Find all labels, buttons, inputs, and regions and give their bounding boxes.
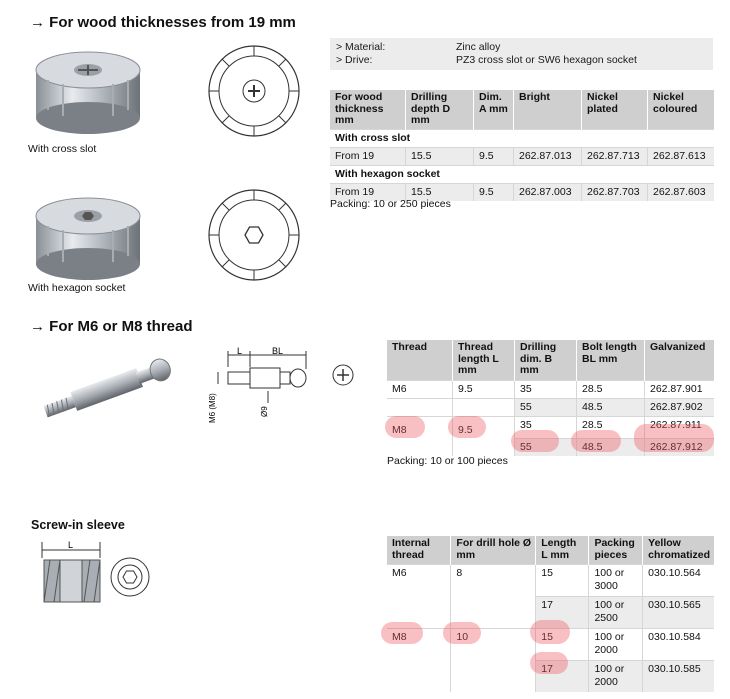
table-cell: 9.5	[474, 147, 514, 165]
table-cell	[453, 398, 515, 416]
table-row	[387, 398, 714, 416]
table-cell: 15	[536, 628, 589, 660]
column-header: Bright	[514, 90, 582, 129]
dimension-label-dia: Ø9	[260, 406, 269, 417]
table-cell: 9.5	[453, 380, 515, 398]
cam-fitting-hex-socket-image	[28, 186, 148, 286]
table-cell: 9.5	[453, 416, 515, 439]
highlight-mark	[511, 430, 559, 452]
table-cell: M8	[387, 416, 453, 439]
table-cell	[453, 439, 515, 457]
group-label: With hexagon socket	[330, 165, 714, 183]
table-cell: 262.87.603	[648, 183, 715, 201]
table-cell: 030.10.585	[643, 660, 714, 692]
highlight-mark	[530, 620, 570, 644]
table-cell: 262.87.911	[645, 416, 715, 439]
table-cell: 28.5	[577, 380, 645, 398]
sleeve-hex-socket-icon	[108, 555, 152, 599]
table-cell	[387, 660, 451, 692]
column-header: Drilling depth D mm	[406, 90, 474, 129]
table-cell: 8	[451, 564, 536, 596]
table-cell: 262.87.713	[582, 147, 648, 165]
highlight-mark	[530, 652, 568, 674]
column-header: Yellow chromatized	[643, 536, 714, 564]
column-header: Internal thread	[387, 536, 451, 564]
highlight-mark	[634, 424, 714, 452]
cam-fitting-hex-socket-drawing	[205, 186, 303, 284]
table-cell: 100 or 2500	[589, 596, 643, 628]
column-header: Nickel coloured	[648, 90, 715, 129]
screw-in-sleeve-drawing	[30, 538, 110, 608]
column-header: Drilling dim. B mm	[515, 340, 577, 380]
column-header: For wood thickness mm	[330, 90, 406, 129]
group-label: With cross slot	[330, 129, 714, 147]
packing-note-wood: Packing: 10 or 250 pieces	[330, 198, 451, 210]
column-header: For drill hole Ø mm	[451, 536, 536, 564]
table-cell: 17	[536, 660, 589, 692]
highlight-mark	[443, 622, 481, 644]
table-cell: 9.5	[474, 183, 514, 201]
wood-thickness-table	[330, 90, 714, 201]
table-cell	[451, 660, 536, 692]
packing-note-thread: Packing: 10 or 100 pieces	[387, 455, 508, 467]
table-cell: 030.10.584	[643, 628, 714, 660]
table-cell	[387, 439, 453, 457]
table-cell: 100 or 2000	[589, 628, 643, 660]
table-cell: 262.87.003	[514, 183, 582, 201]
table-header-row	[330, 90, 714, 129]
column-header: Galvanized	[645, 340, 715, 380]
highlight-mark	[385, 416, 425, 438]
table-cell: From 19	[330, 147, 406, 165]
table-header-row	[387, 536, 714, 564]
table-cell: 48.5	[577, 398, 645, 416]
table-cell: 030.10.564	[643, 564, 714, 596]
table-cell: 262.87.901	[645, 380, 715, 398]
table-cell: From 19	[330, 183, 406, 201]
highlight-mark	[448, 416, 486, 438]
caption-hexagon-socket: With hexagon socket	[28, 282, 126, 294]
cam-fitting-cross-slot-image	[28, 40, 148, 140]
table-cell: 100 or 2000	[589, 660, 643, 692]
table-row	[387, 564, 714, 596]
dimension-label-m: M6 (M8)	[208, 393, 217, 423]
table-cell: 17	[536, 596, 589, 628]
table-cell: M6	[387, 564, 451, 596]
column-header: Length L mm	[536, 536, 589, 564]
table-cell: 262.87.703	[582, 183, 648, 201]
table-cell: 35	[515, 380, 577, 398]
table-cell: 15	[536, 564, 589, 596]
table-cell	[387, 398, 453, 416]
table-cell: 15.5	[406, 147, 474, 165]
info-value: PZ3 cross slot or SW6 hexagon socket	[456, 54, 637, 66]
dimension-label-l: L	[68, 540, 74, 550]
info-key: > Material:	[336, 41, 386, 53]
section-heading-sleeve: Screw-in sleeve	[31, 518, 125, 532]
table-cell: 100 or 3000	[589, 564, 643, 596]
table-cell: M8	[387, 628, 451, 660]
dimension-label-bl: BL	[272, 346, 284, 356]
table-header-row	[387, 340, 714, 380]
table-group-row	[330, 165, 714, 183]
connecting-bolt-drawing	[206, 345, 326, 425]
table-cell: 10	[451, 628, 536, 660]
table-cell: 262.87.912	[645, 439, 715, 457]
table-row	[387, 380, 714, 398]
table-cell: M6	[387, 380, 453, 398]
table-cell: 262.87.902	[645, 398, 715, 416]
column-header: Thread length L mm	[453, 340, 515, 380]
connecting-bolt-image	[30, 346, 190, 422]
highlight-mark	[381, 622, 423, 644]
bolt-head-cross-icon	[330, 362, 356, 388]
caption-cross-slot: With cross slot	[28, 143, 97, 155]
table-cell: 15.5	[406, 183, 474, 201]
info-key: > Drive:	[336, 54, 373, 66]
column-header: Dim. A mm	[474, 90, 514, 129]
table-cell: 48.5	[577, 439, 645, 457]
table-cell: 55	[515, 398, 577, 416]
section-heading-wood: → For wood thicknesses from 19 mm	[30, 14, 296, 31]
dimension-label-l: L	[237, 346, 243, 356]
info-row-drive	[336, 54, 707, 67]
highlight-mark	[571, 430, 621, 452]
table-cell: 262.87.013	[514, 147, 582, 165]
table-cell: 030.10.565	[643, 596, 714, 628]
table-cell: 28.5	[577, 416, 645, 439]
table-cell: 262.87.613	[648, 147, 715, 165]
column-header: Nickel plated	[582, 90, 648, 129]
info-value: Zinc alloy	[456, 41, 501, 53]
table-row	[330, 147, 714, 165]
material-info-box	[330, 38, 713, 70]
section-heading-thread: → For M6 or M8 thread	[30, 318, 193, 335]
column-header: Bolt length BL mm	[577, 340, 645, 380]
cam-fitting-cross-slot-drawing	[205, 42, 303, 140]
table-cell: 35	[515, 416, 577, 439]
table-cell: 55	[515, 439, 577, 457]
column-header: Packing pieces	[589, 536, 643, 564]
info-row-material	[336, 41, 707, 54]
table-group-row	[330, 129, 714, 147]
column-header: Thread	[387, 340, 453, 380]
